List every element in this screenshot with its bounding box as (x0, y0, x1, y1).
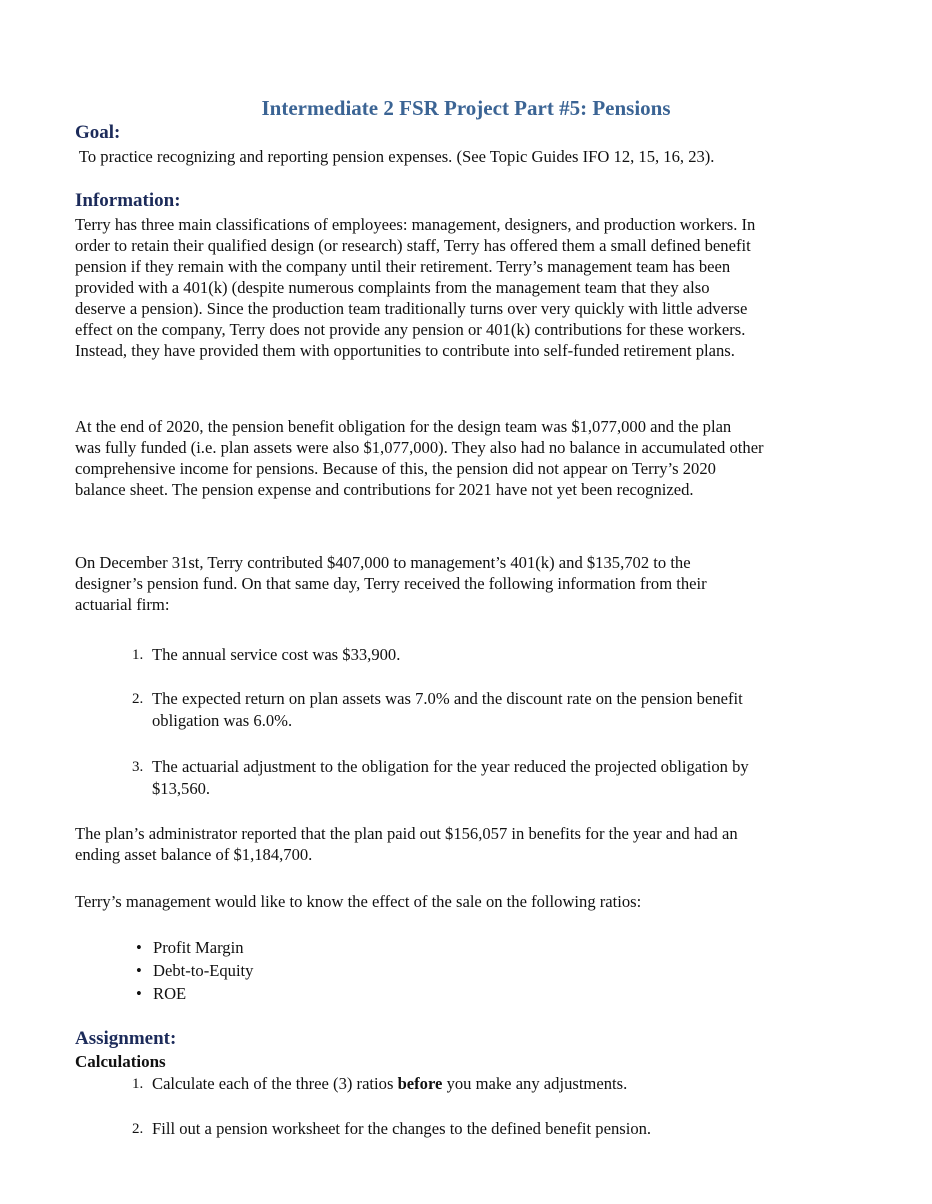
goal-text: To practice recognizing and reporting pension expenses. (See Topic Guides IFO 12, 15, 16, 23). (75, 147, 715, 166)
ratio-label: Debt-to-Equity (153, 961, 254, 980)
calculations-subheading: Calculations (75, 1052, 166, 1071)
text-line: Instead, they have provided them with opportunities to contribute into self-funded retirement plans. (75, 341, 735, 360)
text-line: provided with a 401(k) (despite numerous complaints from the management team that they also (75, 278, 710, 297)
text-line: The annual service cost was $33,900. (152, 645, 401, 664)
text-line: obligation was 6.0%. (152, 710, 293, 730)
text-line: $13,560. (152, 778, 211, 798)
text-line: At the end of 2020, the pension benefit obligation for the design team was $1,077,000 and the plan (75, 417, 732, 436)
information-paragraph-2 (75, 416, 764, 500)
text-line: order to retain their qualified design (or research) staff, Terry has offered them a small defined benefit (75, 236, 751, 255)
list-number: 1. (132, 1076, 144, 1092)
text-line: effect on the company, Terry does not provide any pension or 401(k) contributions for these workers. (75, 320, 746, 339)
text-line: actuarial firm: (75, 595, 170, 614)
text-line: pension if they remain with the company until their retirement. Terry’s management team has been (75, 257, 731, 276)
text-line: The expected return on plan assets was 7.0% and the discount rate on the pension benefit (152, 689, 743, 708)
text-line: The plan’s administrator reported that the plan paid out $156,057 in benefits for the year and had an (75, 824, 738, 843)
text: Fill out a pension worksheet for the changes to the defined benefit pension. (152, 1119, 652, 1138)
text-line: The actuarial adjustment to the obligation for the year reduced the projected obligation by (152, 757, 749, 776)
document-title: Intermediate 2 FSR Project Part #5: Pensions (261, 96, 671, 120)
list-item (136, 982, 253, 1005)
list-number: 2. (132, 691, 144, 707)
assignment-heading: Assignment: (75, 1028, 177, 1049)
text-line: balance sheet. The pension expense and contributions for 2021 have not yet been recognized. (75, 480, 694, 499)
text-line: comprehensive income for pensions. Because of this, the pension did not appear on Terry’s 2020 (75, 459, 716, 478)
list-number: 2. (132, 1121, 144, 1137)
text-line: designer’s pension fund. On that same day, Terry received the following information from their (75, 574, 707, 593)
bullet-icon: • (136, 984, 142, 1003)
information-paragraph-4 (75, 823, 738, 865)
text: you make any adjustments. (442, 1074, 628, 1093)
text-line: was fully funded (i.e. plan assets were also $1,077,000). They also had no balance in accumulated other (75, 438, 764, 457)
ratio-list (136, 936, 253, 1005)
text-line: On December 31st, Terry contributed $407,000 to management’s 401(k) and $135,702 to the (75, 553, 691, 572)
bullet-icon: • (136, 961, 142, 980)
text-line: deserve a pension). Since the production team traditionally turns over very quickly with little adverse (75, 299, 748, 318)
bullet-icon: • (136, 938, 142, 957)
information-heading: Information: (75, 190, 181, 211)
text-line: ending asset balance of $1,184,700. (75, 845, 313, 864)
information-paragraph-3 (75, 552, 707, 615)
text: Calculate each of the three (3) ratios (152, 1074, 398, 1093)
information-paragraph-5: Terry’s management would like to know the effect of the sale on the following ratios: (75, 892, 642, 911)
list-number: 1. (132, 647, 144, 663)
goal-heading: Goal: (75, 122, 121, 143)
list-item (136, 936, 253, 959)
ratio-label: Profit Margin (153, 938, 244, 957)
emphasis-text: before (397, 1074, 443, 1093)
list-number: 3. (132, 759, 144, 775)
text-line: Terry has three main classifications of employees: management, designers, and production workers. In (75, 215, 756, 234)
ratio-label: ROE (153, 984, 187, 1003)
list-item (136, 959, 253, 982)
information-paragraph-1 (75, 214, 755, 361)
